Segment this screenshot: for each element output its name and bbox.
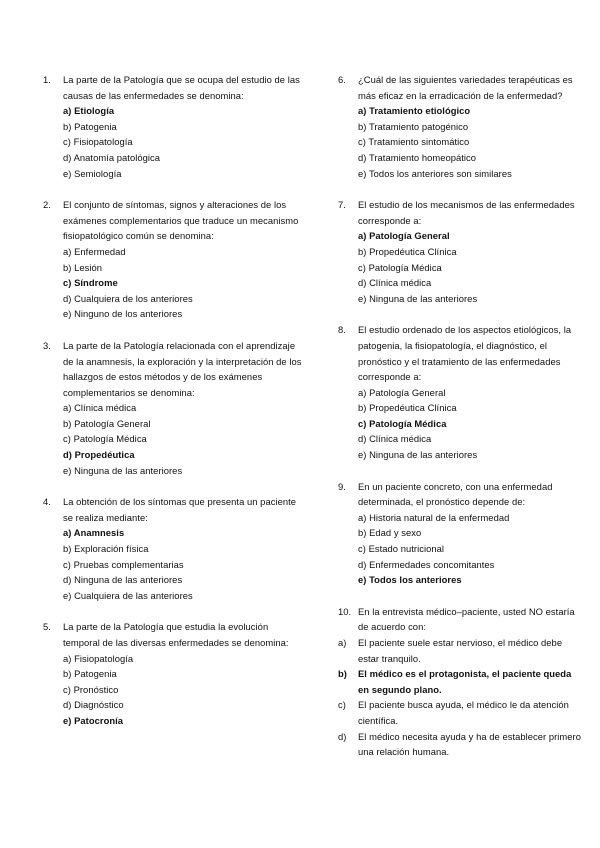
option-text: Ninguna de las anteriores	[74, 574, 183, 586]
option-letter: e)	[63, 308, 72, 320]
answer-option-correct	[63, 525, 305, 541]
question-text: ¿Cuál de las siguientes variedades terapéuticas es más eficaz en la erradicación de la enfermedad?	[358, 74, 573, 101]
option-letter: a)	[338, 637, 347, 648]
option-text: Pronóstico	[73, 683, 119, 695]
question-number: 6.	[338, 74, 346, 85]
answer-option	[358, 385, 583, 401]
right-column	[338, 72, 583, 776]
option-text: El médico es el protagonista, el paciente queda en segundo plano.	[358, 668, 572, 695]
option-text: Propedéutica Clínica	[369, 402, 457, 414]
option-letter: e)	[358, 292, 367, 304]
option-text: Anatomía patológica	[73, 151, 161, 163]
option-text: Ninguna de las anteriores	[369, 449, 478, 461]
answer-options	[338, 385, 583, 463]
option-letter: e)	[358, 574, 367, 586]
option-text: Fisiopatología	[74, 652, 134, 664]
answer-option	[338, 729, 583, 760]
option-letter: e)	[358, 167, 367, 179]
option-letter: a)	[358, 230, 367, 242]
option-text: Enfermedad	[74, 245, 126, 257]
answer-option	[358, 119, 583, 135]
answer-option	[358, 541, 583, 557]
option-text: Clínica médica	[369, 433, 432, 445]
option-letter: a)	[358, 386, 367, 398]
option-letter: b)	[63, 120, 72, 132]
answer-option	[358, 525, 583, 541]
option-letter: c)	[63, 136, 71, 148]
question-stem	[338, 197, 583, 228]
option-letter: b)	[358, 402, 367, 414]
option-letter: d)	[63, 699, 72, 711]
answer-option	[63, 400, 305, 416]
option-letter: a)	[358, 105, 367, 117]
question-10	[338, 604, 583, 760]
answer-option-correct	[63, 103, 305, 119]
answer-option	[358, 275, 583, 291]
option-letter: b)	[63, 543, 72, 555]
answer-option	[63, 244, 305, 260]
answer-option	[63, 651, 305, 667]
answer-options	[43, 525, 305, 603]
question-stem	[338, 322, 583, 384]
option-text: El médico necesita ayuda y ha de establecer primero una relación humana.	[358, 730, 581, 758]
option-text: Tratamiento sintomático	[368, 136, 470, 148]
option-text: Exploración física	[74, 543, 149, 555]
answer-option	[63, 150, 305, 166]
option-letter: b)	[358, 527, 367, 539]
option-letter: d)	[358, 277, 367, 289]
question-9	[338, 479, 583, 588]
question-number: 3.	[43, 339, 51, 351]
answer-option	[358, 134, 583, 150]
question-number: 2.	[43, 199, 51, 211]
answer-option	[358, 150, 583, 166]
question-3	[43, 338, 305, 478]
option-text: Propedéutica	[74, 449, 135, 461]
question-5	[43, 619, 305, 728]
option-text: Anamnesis	[73, 527, 125, 539]
answer-option	[338, 635, 583, 666]
question-number: 7.	[338, 199, 346, 211]
question-stem	[338, 72, 583, 103]
option-text: Propedéutica Clínica	[369, 245, 457, 257]
option-letter: c)	[358, 136, 366, 148]
option-text: Patocronía	[74, 714, 124, 726]
option-text: Tratamiento patogénico	[368, 120, 469, 132]
option-letter: a)	[63, 402, 72, 414]
answer-options	[43, 651, 305, 729]
answer-option-correct	[358, 228, 583, 244]
answer-options	[338, 228, 583, 306]
option-letter: e)	[63, 167, 72, 179]
option-text: Clínica médica	[369, 277, 432, 289]
option-letter: a)	[63, 245, 72, 257]
question-text: La obtención de los síntomas que presenta un paciente se realiza mediante:	[63, 496, 297, 523]
option-letter: c)	[63, 433, 71, 445]
question-stem	[338, 604, 583, 635]
option-letter: c)	[63, 683, 71, 695]
question-text: El conjunto de síntomas, signos y alteraciones de los exámenes complementarios que traduce un mecanismo fisiopatológico común se denomina:	[63, 199, 299, 242]
option-letter: d)	[63, 574, 72, 586]
question-stem	[43, 72, 305, 103]
answer-option-correct	[63, 713, 305, 729]
answer-option-correct	[63, 275, 305, 291]
answer-option-correct	[358, 572, 583, 588]
answer-option	[63, 682, 305, 698]
option-text: Diagnóstico	[74, 699, 124, 711]
question-number: 1.	[43, 74, 51, 85]
answer-option	[358, 400, 583, 416]
question-stem	[43, 494, 305, 525]
option-text: Clínica médica	[74, 402, 137, 414]
left-column	[43, 72, 305, 745]
option-text: Patogenia	[74, 120, 117, 132]
answer-option	[63, 463, 305, 479]
option-letter: e)	[63, 714, 72, 726]
question-number: 8.	[338, 324, 346, 336]
question-2	[43, 197, 305, 322]
answer-option	[358, 510, 583, 526]
option-text: Patogenia	[74, 668, 117, 680]
answer-option	[63, 291, 305, 307]
option-letter: b)	[358, 245, 367, 257]
answer-option	[63, 666, 305, 682]
answer-option	[358, 431, 583, 447]
answer-option	[63, 431, 305, 447]
option-text: Todos los anteriores son similares	[368, 167, 512, 179]
answer-option	[338, 697, 583, 728]
option-text: Patología General	[74, 417, 151, 429]
question-6	[338, 72, 583, 181]
answer-options	[338, 510, 583, 588]
answer-option	[63, 557, 305, 573]
option-text: Patología Médica	[73, 433, 147, 445]
answer-option	[358, 557, 583, 573]
answer-option	[63, 119, 305, 135]
answer-option	[358, 447, 583, 463]
answer-option	[63, 416, 305, 432]
question-text: El estudio de los mecanismos de las enfermedades corresponde a:	[358, 199, 575, 226]
option-letter: d)	[338, 730, 347, 742]
option-text: Patología General	[369, 386, 446, 398]
option-letter: b)	[63, 668, 72, 680]
option-letter: d)	[358, 558, 367, 570]
option-text: Todos los anteriores	[369, 574, 462, 586]
answer-options	[43, 103, 305, 181]
option-text: Tratamiento etiológico	[369, 105, 471, 117]
answer-option	[63, 541, 305, 557]
option-text: Cualquiera de los anteriores	[74, 292, 193, 304]
option-letter: c)	[358, 261, 366, 273]
answer-option	[63, 306, 305, 322]
option-text: El paciente busca ayuda, el médico le da atención científica.	[358, 699, 569, 726]
option-letter: b)	[63, 417, 72, 429]
option-letter: d)	[358, 151, 367, 163]
option-text: Tratamiento homeopático	[368, 151, 477, 163]
answer-options	[43, 400, 305, 478]
answer-option	[358, 166, 583, 182]
question-text: La parte de la Patología que se ocupa del estudio de las causas de las enfermedades se denomina:	[63, 74, 300, 101]
answer-option	[63, 572, 305, 588]
question-number: 9.	[338, 480, 346, 492]
question-number: 4.	[43, 496, 51, 508]
question-1	[43, 72, 305, 181]
answer-option	[358, 244, 583, 260]
answer-option-correct	[358, 103, 583, 119]
option-text: Patología Médica	[368, 261, 442, 273]
option-text: Cualquiera de las anteriores	[74, 589, 193, 601]
answer-option	[358, 291, 583, 307]
answer-option	[63, 134, 305, 150]
option-text: Edad y sexo	[369, 527, 422, 539]
option-letter: d)	[358, 433, 367, 445]
option-letter: a)	[63, 527, 72, 539]
option-letter: d)	[63, 292, 72, 304]
option-letter: a)	[63, 105, 72, 117]
option-text: Historia natural de la enfermedad	[369, 511, 510, 523]
option-letter: c)	[338, 699, 346, 711]
question-number: 5.	[43, 621, 51, 633]
option-text: Lesión	[74, 261, 103, 273]
answer-options	[338, 103, 583, 181]
question-stem	[43, 338, 305, 400]
answer-option	[63, 588, 305, 604]
option-letter: a)	[358, 511, 367, 523]
question-text: El estudio ordenado de los aspectos etiológicos, la patogenia, la fisiopatología, el diagnóstico, el pronóstico y el tratamiento de las enfermedades corresponde a:	[358, 324, 572, 383]
option-letter: c)	[63, 558, 71, 570]
answer-options	[338, 635, 583, 760]
option-letter: d)	[63, 449, 72, 461]
option-text: Semiología	[74, 167, 122, 179]
question-text: En la entrevista médico–paciente, usted NO estaría de acuerdo con:	[358, 605, 575, 633]
answer-option	[63, 697, 305, 713]
answer-option	[358, 260, 583, 276]
option-text: Ninguna de las anteriores	[74, 464, 183, 476]
option-letter: e)	[358, 449, 367, 461]
option-text: El paciente suele estar nervioso, el médico debe estar tranquilo.	[358, 637, 563, 664]
answer-option	[63, 166, 305, 182]
question-text: En un paciente concreto, con una enfermedad determinada, el pronóstico depende de:	[358, 480, 553, 508]
option-letter: a)	[63, 652, 72, 664]
option-text: Ninguna de las anteriores	[369, 292, 478, 304]
answer-option-correct	[338, 666, 583, 697]
option-text: Estado nutricional	[368, 543, 445, 555]
question-stem	[338, 479, 583, 510]
question-text: La parte de la Patología que estudia la evolución temporal de las diversas enfermedades se denomina:	[63, 621, 289, 648]
option-letter: e)	[63, 464, 72, 476]
option-letter: b)	[338, 668, 347, 680]
question-number: 10.	[338, 605, 352, 617]
option-letter: c)	[63, 277, 72, 289]
option-text: Patología Médica	[369, 417, 447, 429]
option-letter: c)	[358, 417, 367, 429]
option-letter: b)	[358, 120, 367, 132]
option-text: Enfermedades concomitantes	[369, 558, 495, 570]
question-7	[338, 197, 583, 306]
option-text: Ninguno de los anteriores	[74, 308, 183, 320]
question-4	[43, 494, 305, 603]
question-8	[338, 322, 583, 462]
answer-option-correct	[63, 447, 305, 463]
option-text: Etiología	[74, 105, 115, 117]
answer-option	[63, 260, 305, 276]
option-letter: b)	[63, 261, 72, 273]
option-text: Fisiopatología	[73, 136, 133, 148]
option-text: Patología General	[369, 230, 450, 242]
answer-option-correct	[358, 416, 583, 432]
option-letter: c)	[358, 543, 366, 555]
answer-options	[43, 244, 305, 322]
option-text: Síndrome	[74, 277, 118, 289]
question-stem	[43, 619, 305, 650]
option-text: Pruebas complementarias	[73, 558, 184, 570]
question-stem	[43, 197, 305, 244]
option-letter: d)	[63, 151, 72, 163]
option-letter: e)	[63, 589, 72, 601]
question-text: La parte de la Patología relacionada con el aprendizaje de la anamnesis, la exploración y la interpretación de los hallazgos de estos métodos y de los exámenes complementarios se denomina:	[63, 339, 302, 398]
